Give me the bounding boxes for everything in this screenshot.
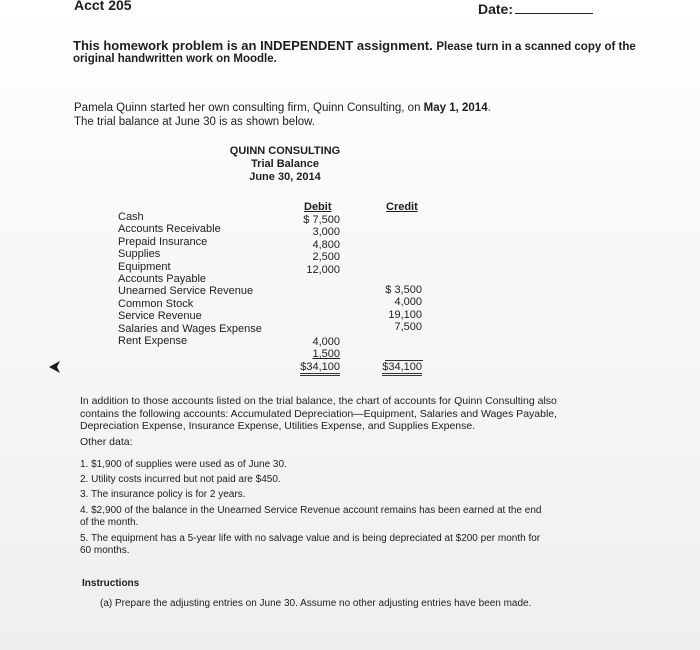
intro-line-2: The trial balance at June 30 is as shown below. [74,116,316,128]
item-text: $2,900 of the balance in the Unearned Service Revenue account remains has been earned at the end [91,505,542,516]
debit-value: 3,000 [312,226,340,239]
debit-column-lower [280,336,340,361]
debit-value: 1,500 [312,348,340,361]
additional-line: In addition to those accounts listed on the trial balance, the chart of accounts for Quinn Consulting also [80,395,557,407]
account-name: Salaries and Wages Expense [118,322,262,335]
account-name: Prepaid Insurance [118,235,208,248]
credit-value: 19,100 [388,308,422,321]
account-name: Accounts Payable [118,273,207,286]
item-number: 5. [80,533,89,544]
trial-balance-heading [205,145,365,184]
account-name: Supplies [118,248,161,261]
debit-total: $34,100 [300,362,340,376]
credit-column [362,284,422,334]
debit-value: 12,000 [306,263,340,276]
account-name: Accounts Receivable [118,223,221,236]
credit-value: 4,000 [394,296,422,309]
assignment-notice [73,38,636,53]
debit-value: 4,800 [312,238,340,251]
intro-date: May 1, 2014 [423,102,488,114]
instructions-label: Instructions [82,578,140,589]
account-name: Common Stock [118,297,194,310]
cursor-arrow-icon [48,360,62,374]
other-data-item [80,474,640,486]
other-data-item [80,489,640,501]
additional-line: contains the following accounts: Accumulated Depreciation—Equipment, Salaries and Wages Payable, [80,407,558,420]
credit-header: Credit [386,201,418,213]
debit-value: 4,000 [312,336,340,348]
notice-bold: This homework problem is an INDEPENDENT assignment. [73,38,433,53]
additional-accounts [80,395,640,433]
credit-total: $34,100 [382,362,422,376]
other-data-label: Other data: [80,436,133,448]
other-data-item [80,459,640,471]
date-label: Date: [478,1,514,17]
account-name: Cash [118,211,144,223]
date-blank-line [515,1,593,14]
account-name: Unearned Service Revenue [118,285,254,298]
intro-period: . [487,102,491,114]
item-text-continued: 60 months. [80,544,130,556]
additional-line: Depreciation Expense, Insurance Expense, Utilities Expense, and Supplies Expense. [80,420,476,433]
date-field [478,1,593,17]
statement-title: Trial Balance [251,158,319,170]
credit-value: 7,500 [394,321,422,334]
item-number: 2. [80,474,89,485]
other-data-item [80,533,640,556]
item-number: 1. [80,459,89,470]
instructions-item: (a) Prepare the adjusting entries on June 30. Assume no other adjusting entries have been made. [100,598,532,609]
notice-rest: Please turn in a scanned copy of the [436,41,636,53]
debit-header: Debit [304,201,332,213]
intro-line-1 [74,101,491,115]
credit-value: $ 3,500 [385,284,422,296]
item-number: 4. [80,505,89,516]
debit-value: 2,500 [312,251,340,264]
credit-total-wrap [362,361,422,376]
company-name: QUINN CONSULTING [229,145,341,157]
statement-date: June 30, 2014 [249,171,321,183]
account-name: Service Revenue [118,310,202,323]
item-text: Utility costs incurred but not paid are $450. [91,474,281,485]
debit-value: $ 7,500 [303,214,340,226]
account-name: Rent Expense [118,335,188,348]
course-label: Acct 205 [74,0,132,13]
account-name: Equipment [118,260,171,273]
debit-total-wrap [280,361,340,376]
other-data-item [80,505,640,528]
item-text: The insurance policy is for 2 years. [90,489,246,500]
item-text-continued: of the month. [80,516,139,528]
item-text: $1,900 of supplies were used as of June 30. [91,459,287,470]
intro-text: Pamela Quinn started her own consulting firm, Quinn Consulting, on [74,102,424,114]
debit-column [280,214,340,276]
notice-line-2: original handwritten work on Moodle. [73,53,277,65]
item-text: The equipment has a 5-year life with no salvage value and is being depreciated at $200 per month for [90,533,541,544]
item-number: 3. [80,489,89,500]
account-names [118,211,262,347]
